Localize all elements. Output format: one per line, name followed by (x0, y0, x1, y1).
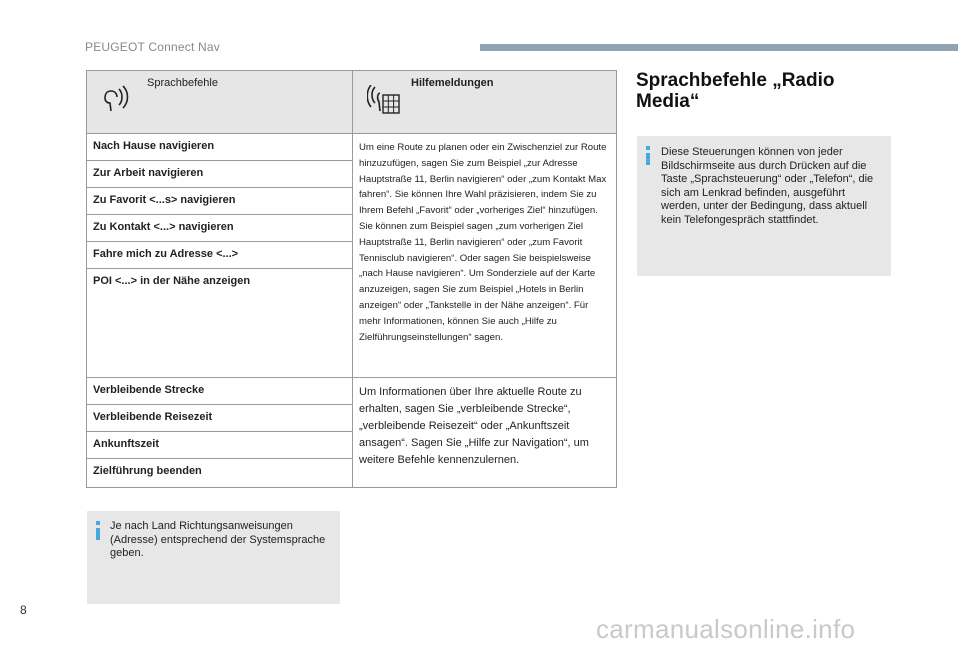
running-header: PEUGEOT Connect Nav (85, 40, 220, 54)
command-cell: Nach Hause navigieren (87, 134, 353, 161)
header-label-commands: Sprachbefehle (147, 77, 218, 89)
info-box-left (87, 511, 340, 604)
header-label-help: Hilfemeldungen (411, 77, 494, 89)
info-icon-bar (96, 528, 100, 540)
watermark: carmanualsonline.info (596, 614, 856, 644)
table-row (87, 378, 617, 405)
voice-command-icon (101, 85, 131, 113)
command-cell: Ankunftszeit (87, 432, 353, 459)
header-cell-commands (87, 71, 353, 134)
table-row (87, 134, 617, 161)
info-box-right (637, 136, 891, 276)
command-cell: Verbleibende Reisezeit (87, 405, 353, 432)
command-cell: Zu Favorit <...s> navigieren (87, 188, 353, 215)
command-cell: Verbleibende Strecke (87, 378, 353, 405)
voice-help-keypad-icon (367, 85, 401, 115)
header-bar (480, 44, 958, 51)
section-title: Sprachbefehle „Radio Media“ (636, 70, 835, 112)
command-cell: Zur Arbeit navigieren (87, 161, 353, 188)
command-cell: Zu Kontakt <...> navigieren (87, 215, 353, 242)
command-cell: POI <...> in der Nähe anzeigen (87, 269, 353, 378)
help-cell-navigation: Um eine Route zu planen oder ein Zwischenziel zur Route hinzuzufügen, sagen Sie zum Beispiel „zur Adresse Hauptstraße 11, Berlin navigieren“ oder „zum Kontakt Max fahren“. Sie können Ihre Wahl präzisieren, indem Sie zu Ihrem Befehl „Favorit“ oder „vorheriges Ziel“ hinzufügen. Sie können zum Beispiel sagen „zum vorherigen Ziel Hauptstraße 11, Berlin navigieren“ oder „zum Favorit Tennisclub navigieren“. Oder sagen Sie beispielsweise „nach Hause navigieren“. Um Sonderziele auf der Karte anzuzeigen, sagen Sie zum Beispiel „Hotels in Berlin anzeigen“ oder „Tankstelle in der Nähe anzeigen“. Für mehr Informationen, können Sie auch „Hilfe zu Zielführungseinstellungen“ sagen. (353, 134, 617, 378)
info-icon (646, 146, 650, 150)
command-cell: Fahre mich zu Adresse <...> (87, 242, 353, 269)
info-text-right: Diese Steuerungen können von jeder Bildschirmseite aus durch Drücken auf die Taste „Sprachsteuerung“ oder „Telefon“, die sich am Lenkrad befinden, ausgeführt werden, unter der Bedingung, dass aktuell kein Telefongespräch stattfindet. (661, 146, 874, 226)
voice-commands-table (86, 70, 617, 488)
info-text-left: Je nach Land Richtungsanweisungen (Adresse) entsprechend der Systemsprache geben. (110, 520, 326, 559)
info-icon (96, 521, 100, 525)
page-number: 8 (20, 603, 27, 617)
header-cell-help (353, 71, 617, 134)
command-cell: Zielführung beenden (87, 459, 353, 488)
table-header-row (87, 71, 617, 134)
info-icon-bar (646, 153, 650, 165)
help-cell-route-info: Um Informationen über Ihre aktuelle Route zu erhalten, sagen Sie „verbleibende Strecke“, „verbleibende Reisezeit“ oder „Ankunftszeit ansagen“. Sagen Sie „Hilfe zur Navigation“, um weitere Befehle kennenzulernen. (353, 378, 617, 488)
